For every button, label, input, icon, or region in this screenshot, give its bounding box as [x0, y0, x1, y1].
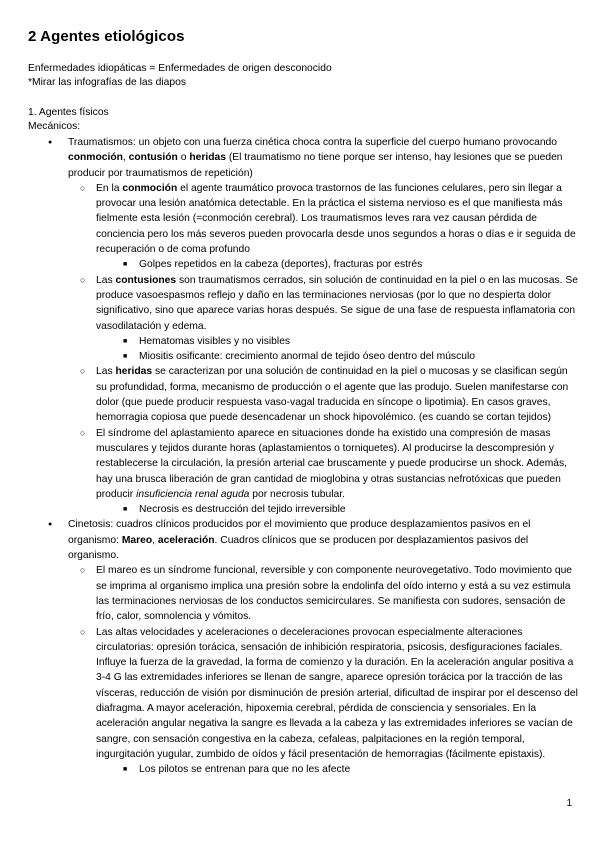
section-heading: 1. Agentes físicos	[28, 107, 109, 118]
list-item-heridas: ○ Las heridas se caracterizan por una solución de continuidad en la piel o mucosas y se clasifican según su profundidad, forma, mecanismo de producción o el agente que las produjo. Suelen manifestarse con dolor (que puede producir respuesta vaso-vagal traducida en síncope o lipotimia). En casos graves, hemorragia copiosa que puede desencadenar un shock hipovolémico. (es cuando se cortan tejidos)	[72, 364, 578, 425]
list-item: ■ Necrosis es destrucción del tejido irreversible	[96, 502, 578, 517]
subsection-heading: Mecánicos:	[28, 121, 81, 132]
sub-list	[72, 181, 578, 518]
sub-sub-list	[96, 762, 578, 777]
main-list	[28, 135, 578, 777]
list-item-mareo: ○ El mareo es un síndrome funcional, reversible y con componente neurovegetativo. Todo movimiento que se imprima al organismo implica una presión sobre la endolinfa del oído interno y está a su vez estimula las terminaciones nerviosas de los conductos semicirculares. Se manifiesta con sudores, sensación de frío, calor, somnolencia y vómitos.	[72, 563, 578, 624]
list-item-contusiones: ○ Las contusiones son traumatismos cerrados, sin solución de continuidad en la piel o en las mucosas. Se produce vasoespasmos reflejo y daño en las terminaciones nerviosas (por lo que no despierta dolor significativo, sino que aparece varias horas después. Se sigue de una fase de respuesta inflamatoria con vasodilatación y edema. ■ Hematomas visibles y no visibles ■ Miositis osificante: crecimiento anormal de tejido óseo dentro del músculo	[72, 273, 578, 365]
page-number: 1	[566, 798, 572, 809]
page-title: 2 Agentes etiológicos	[28, 28, 185, 45]
list-item-traumatismos: ● Traumatismos: un objeto con una fuerza cinética choca contra la superficie del cuerpo humano provocando conmoción, contusión o heridas (El traumatismo no tiene porque ser intenso, hay lesiones que se pueden producir por traumatismos de repetición) ○ En la conmoción el agente traumático provoca trastornos de las funciones celulares, pero sin llegar a provocar una lesión anatómica detectable. En la práctica el sistema nervioso es el que manifiesta más fielmente esta lesión (=conmoción cerebral). Los traumatismos leves rara vez causan pérdida de conciencia pero los más severos pueden provocarla desde unos segundos a horas o días e ir seguida de recuperación o de coma profundo ■ Golpes repetidos en la cabeza (deportes), fracturas por estrés ○ Las contusiones son traumatismos cerrados, sin solución de continuidad en la piel o en las mucosas. Se produce vasoespasmos reflejo y daño en las terminaciones nerviosas (por lo que no despierta dolor significativo, sino que aparece varias horas después. Se sigue de una fase de respuesta inflamatoria con vasodilatación y edema. ■ Hematomas visibles y no visibles ■ Miositis osificante: crecimiento anormal de tejido óseo dentro del músculo ○ Las heridas se caracterizan por una solución de continuidad en la piel o mucosas y se clasifican según su profundidad, forma, mecanismo de producción o el agente que las produjo. Suelen manifestarse con dolor (que puede producir respuesta vaso-vagal traducida en síncope o lipotimia). En casos graves, hemorragia copiosa que puede desencadenar un shock hipovolémico. (es cuando se cortan tejidos) ○ El síndrome del aplastamiento aparece en situaciones donde ha existido una compresión de masas musculares y tejidos durante horas (aplastamientos o torniquetes). Al producirse la descompresión y restablecerse la circulación, la presión arterial cae bruscamente y puede producirse un shock. Además, hay una brusca liberación de gran cantidad de mioglobina y otras sustancias nefrotóxicas que pueden producir insuficiencia renal aguda por necrosis tubular. ■ Necrosis es destrucción del tejido irreversible	[28, 135, 578, 517]
list-item-velocidades: ○ Las altas velocidades y aceleraciones o deceleraciones provocan especialmente alteraciones circulatorias: opresión torácica, sensación de inhibición respiratoria, psicosis, desfiguraciones faciales. Influye la fuerza de la gravedad, la forma de comienzo y la duración. En la aceleración angular positiva a 3-4 G las extremidades inferiores se llenan de sangre, aparece opresión torácica por la tracción de las vísceras, reducción de visión por disminución de presión arterial, dificultad de inspirar por el descenso del diafragma. A mayor aceleración, hipoxemia cerebral, pérdida de consciencia y sensoriales. En la aceleración angular negativa la sangre es llevada a la cabeza y las extremidades inferiores se vacían de sangre, con sensación congestiva en la cabeza, cefaleas, palpitaciones en la región temporal, ingurgitación yugular, zumbido de oídos y fácil presentación de hemorragias (fácilmente epistaxis). ■ Los pilotos se entrenan para que no les afecte	[72, 625, 578, 778]
list-item-conmocion: ○ En la conmoción el agente traumático provoca trastornos de las funciones celulares, pero sin llegar a provocar una lesión anatómica detectable. En la práctica el sistema nervioso es el que manifiesta más fielmente esta lesión (=conmoción cerebral). Los traumatismos leves rara vez causan pérdida de conciencia pero los más severos pueden provocarla desde unos segundos a horas o días e ir seguida de recuperación o de coma profundo ■ Golpes repetidos en la cabeza (deportes), fracturas por estrés	[72, 181, 578, 273]
list-item-cinetosis: ● Cinetosis: cuadros clínicos producidos por el movimiento que produce desplazamientos pasivos en el organismo: Mareo, aceleración. Cuadros clínicos que se producen por desplazamientos pasivos del organismo. ○ El mareo es un síndrome funcional, reversible y con componente neurovegetativo. Todo movimiento que se imprima al organismo implica una presión sobre la endolinfa del oído interno y está a su vez estimula las terminaciones nerviosas de los conductos semicirculares. Se manifiesta con sudores, sensación de frío, calor, somnolencia y vómitos. ○ Las altas velocidades y aceleraciones o deceleraciones provocan especialmente alteraciones circulatorias: opresión torácica, sensación de inhibición respiratoria, psicosis, desfiguraciones faciales. Influye la fuerza de la gravedad, la forma de comienzo y la duración. En la aceleración angular positiva a 3-4 G las extremidades inferiores se llenan de sangre, aparece opresión torácica por la tracción de las vísceras, reducción de visión por disminución de presión arterial, dificultad de inspirar por el descenso del diafragma. A mayor aceleración, hipoxemia cerebral, pérdida de consciencia y sensoriales. En la aceleración angular negativa la sangre es llevada a la cabeza y las extremidades inferiores se vacían de sangre, con sensación congestiva en la cabeza, cefaleas, palpitaciones en la región temporal, ingurgitación yugular, zumbido de oídos y fácil presentación de hemorragias (fácilmente epistaxis). ■ Los pilotos se entrenan para que no les afecte	[28, 517, 578, 777]
intro-block	[28, 62, 332, 90]
list-item: ■ Los pilotos se entrenan para que no les afecte	[96, 762, 578, 777]
sub-sub-list	[96, 257, 578, 272]
sub-sub-list	[96, 502, 578, 517]
content-body	[28, 135, 578, 777]
list-item: ■ Miositis osificante: crecimiento anormal de tejido óseo dentro del músculo	[96, 349, 578, 364]
sub-list	[72, 563, 578, 777]
sub-sub-list	[96, 334, 578, 365]
section-heading-block	[28, 106, 109, 134]
list-item: ■ Golpes repetidos en la cabeza (deportes), fracturas por estrés	[96, 257, 578, 272]
intro-line: Enfermedades idiopáticas = Enfermedades de origen desconocido	[28, 63, 332, 74]
list-item-aplastamiento: ○ El síndrome del aplastamiento aparece en situaciones donde ha existido una compresión de masas musculares y tejidos durante horas (aplastamientos o torniquetes). Al producirse la descompresión y restablecerse la circulación, la presión arterial cae bruscamente y puede producirse un shock. Además, hay una brusca liberación de gran cantidad de mioglobina y otras sustancias nefrotóxicas que pueden producir insuficiencia renal aguda por necrosis tubular. ■ Necrosis es destrucción del tejido irreversible	[72, 426, 578, 518]
list-item: ■ Hematomas visibles y no visibles	[96, 334, 578, 349]
intro-line: *Mirar las infografías de las diapos	[28, 77, 186, 88]
